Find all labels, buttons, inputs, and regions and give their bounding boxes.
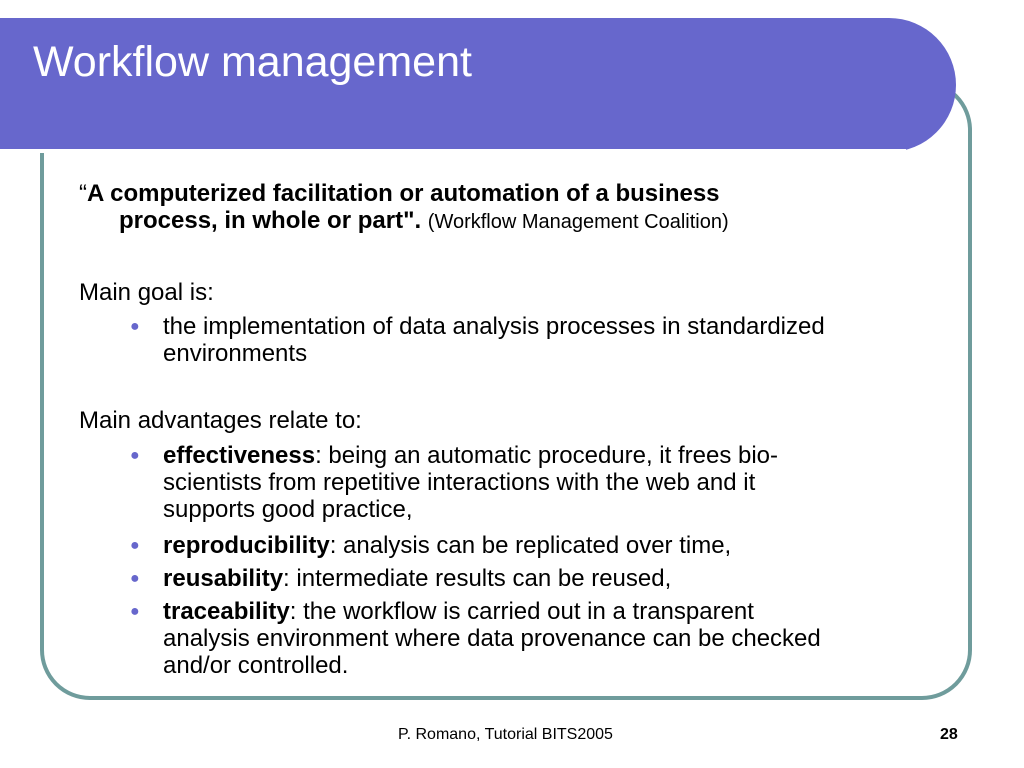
advantage-text: : analysis can be replicated over time,	[329, 532, 732, 559]
advantage-line	[163, 532, 963, 559]
goal-item	[163, 313, 963, 367]
bullet-icon: ●	[130, 570, 140, 587]
goal-heading: Main goal is:	[79, 279, 214, 306]
advantage-line	[163, 442, 963, 469]
advantage-term: traceability	[163, 598, 290, 625]
advantage-item-reusability	[163, 565, 963, 592]
quote-block	[79, 180, 899, 236]
advantage-item-effectiveness	[163, 442, 963, 523]
bullet-icon: ●	[130, 537, 140, 554]
bullet-icon: ●	[130, 447, 140, 464]
page-number: 28	[940, 726, 958, 743]
quote-text-1: A computerized facilitation or automation of a business	[87, 180, 720, 207]
advantages-heading: Main advantages relate to:	[79, 407, 362, 434]
quote-source: (Workflow Management Coalition)	[427, 211, 729, 233]
advantage-line: and/or controlled.	[163, 652, 349, 679]
advantage-text: : the workflow is carried out in a transparent	[289, 598, 754, 625]
advantage-line	[163, 598, 963, 625]
advantage-text: : intermediate results can be reused,	[283, 565, 672, 592]
advantage-line	[163, 565, 963, 592]
quote-text-2: process, in whole or part	[119, 207, 404, 234]
bullet-icon: ●	[130, 318, 140, 335]
quote-close-mark: ".	[403, 207, 422, 234]
quote-open-mark: “	[79, 180, 87, 207]
advantage-item-traceability	[163, 598, 963, 679]
goal-line-1: the implementation of data analysis processes in standardized	[163, 313, 825, 340]
bullet-icon: ●	[130, 603, 140, 620]
goal-line-2: environments	[163, 340, 308, 367]
advantage-term: effectiveness	[163, 442, 316, 469]
advantage-item-reproducibility	[163, 532, 963, 559]
advantage-line: scientists from repetitive interactions with the web and it	[163, 469, 756, 496]
advantage-line: supports good practice,	[163, 496, 413, 523]
quote-line-2	[79, 207, 899, 236]
slide-title: Workflow management	[33, 38, 472, 86]
advantage-text: : being an automatic procedure, it frees bio-	[315, 442, 779, 469]
quote-line-1	[79, 180, 899, 207]
advantage-term: reproducibility	[163, 532, 330, 559]
advantage-line: analysis environment where data provenance can be checked	[163, 625, 821, 652]
title-underline	[0, 149, 906, 153]
advantage-term: reusability	[163, 565, 284, 592]
footer-text: P. Romano, Tutorial BITS2005	[398, 726, 613, 743]
